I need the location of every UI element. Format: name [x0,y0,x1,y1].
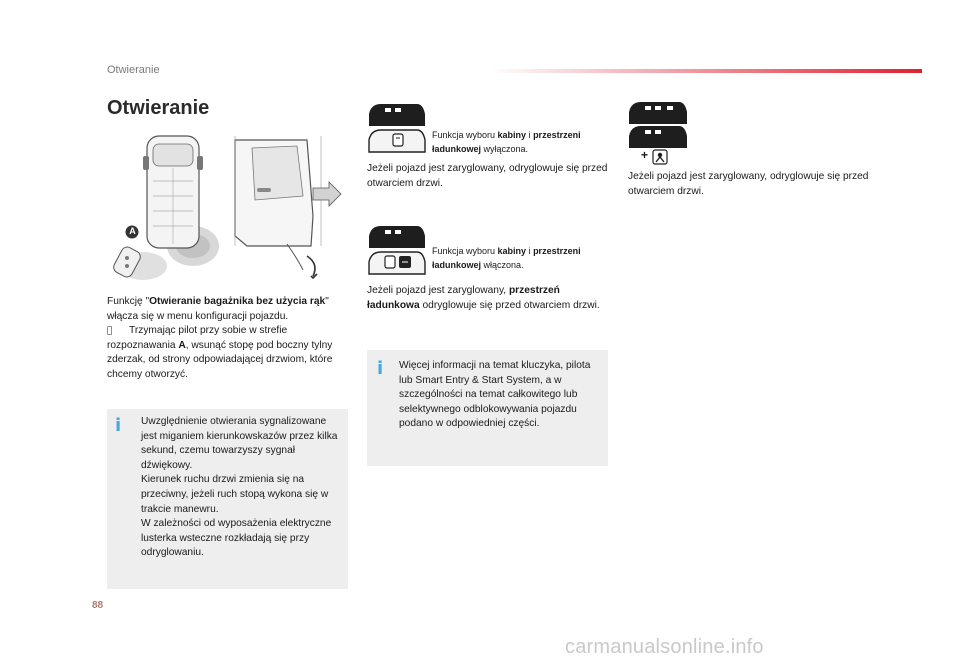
instruction-bullet [107,324,347,382]
info-icon: i [377,358,384,379]
caption1-post: wyłączona. [481,144,529,154]
middle-text-2 [367,284,609,313]
caption2-cabin: kabiny [497,246,527,256]
caption1-cabin: kabiny [497,130,527,140]
right-text: Jeżeli pojazd jest zaryglowany, odryglowuje się przed otwarciem drzwi. [628,171,869,197]
van-icons-both-locked [627,100,691,166]
info-box-key-reference [367,350,608,466]
caption1-cargo: przestrzeni ładunkowej [432,130,581,154]
info-icon: i [115,415,122,436]
intro-text-bold: Otwieranie bagażnika bez użycia rąk [149,296,326,307]
caption-selection-enabled [432,244,612,272]
middle-text-1: Jeżeli pojazd jest zaryglowany, odryglowuje się przed otwarciem drzwi. [367,163,608,189]
caption-selection-disabled [432,128,608,156]
info-box-reference-text: Więcej informacji na temat kluczyka, pilota lub Smart Entry & Start System, a w szczególności na temat całkowitego lub selektywnego odblokowywania pojazdu podano w odpowiedniej części. [399,360,591,430]
info-line-signal: Uwzględnienie otwierania sygnalizowane jest miganiem kierunkowskazów przez kilka sekund, czemu towarzyszy sygnał dźwiękowy. [141,416,338,471]
van-hands-free-illustration [107,126,347,280]
intro-text-post: " włącza się w menu konfiguracji pojazdu. [107,296,329,322]
caption2-cargo: przestrzeni ładunkowej [432,246,581,270]
caption2-post: włączona. [481,260,524,270]
info-line-mirrors: W zależności od wyposażenia elektryczne lusterka wsteczne rozkładają się przy odryglowaniu. [141,518,332,559]
bullet-text-pre: Trzymając pilot przy sobie w strefie rozpoznawania [107,325,288,351]
middle-text-2-bold: przestrzeń ładunkowa [367,285,560,311]
intro-text-pre: Funkcję " [107,296,150,307]
bullet-text-post: , wsunąć stopę pod boczny tylny zderzak, od strony odpowiadającej drzwiom, które chcemy otworzyć. [107,339,333,380]
section-header-label: Otwieranie [107,64,160,76]
caption1-pre: Funkcja wyboru [432,130,498,140]
middle-text-2-pre: Jeżeli pojazd jest zaryglowany, [367,285,509,296]
detection-zone-marker: A [129,226,136,236]
page-number: 88 [92,600,104,611]
caption2-pre: Funkcja wyboru [432,246,498,256]
bullet-text-bold: A [178,339,186,351]
info-line-reverse: Kierunek ruchu drzwi zmienia się na przeciwny, jeżeli ruch stopą wykona się w trakcie manewru. [141,474,329,515]
van-icons-disabled [367,100,427,154]
info-box-text [141,415,341,561]
caption2-mid: i [526,246,534,256]
page-title: Otwieranie [107,97,210,119]
plus-sign: + [641,148,649,162]
bullet-icon [107,324,129,339]
header-accent-bar [490,69,922,73]
middle-text-2-post: odryglowuje się przed otwarciem drzwi. [419,299,600,311]
van-icons-enabled [367,222,427,276]
info-box-feedback [107,409,348,589]
caption1-mid: i [526,130,534,140]
intro-paragraph [107,295,347,324]
watermark-text: carmanualsonline.info [565,636,764,658]
